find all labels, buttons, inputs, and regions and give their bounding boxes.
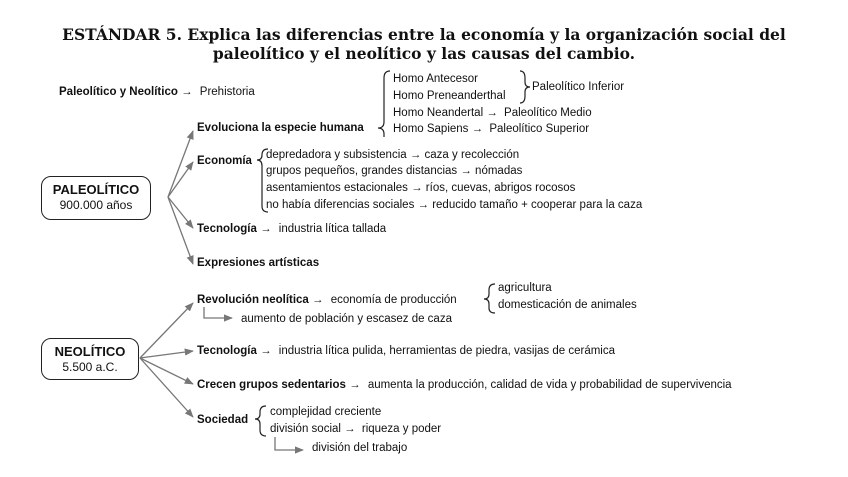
- revolucion-row: [197, 293, 457, 307]
- arrow-neo-sedentarios: [140, 358, 193, 384]
- paleo-tecnologia-row: [197, 222, 386, 236]
- homo-sapiens-row: [393, 122, 589, 136]
- paleo-tecnologia-value: industria lítica tallada: [278, 223, 387, 235]
- neandertal-arrow: →: [486, 107, 498, 119]
- sociedad-label: Sociedad: [197, 414, 249, 426]
- sociedad-item-2-row: [270, 422, 441, 436]
- prehistoria-label: Paleolítico y Neolítico: [59, 86, 178, 98]
- paleolitico-date: 900.000 años: [59, 198, 133, 212]
- sedentarios-arrow: →: [349, 379, 361, 391]
- homo-neandertal-row: [393, 106, 592, 120]
- neo-tecnologia-arrow: →: [260, 345, 272, 357]
- homo-preneanderthal: Homo Preneanderthal: [393, 90, 506, 102]
- revolucion-item-1: agricultura: [498, 282, 552, 294]
- homo-neandertal: Homo Neandertal: [393, 107, 484, 119]
- economia-item-2: grupos pequeños, grandes distancias → nómadas: [266, 165, 523, 177]
- sociedad-riqueza: riqueza y poder: [361, 423, 442, 435]
- expresiones-label: Expresiones artísticas: [197, 257, 320, 269]
- paleo-tecnologia-label: Tecnología: [197, 223, 257, 235]
- arrow-paleo-expresiones: [168, 197, 193, 264]
- title-line-2: paleolítico y el neolítico y las causas del cambio.: [212, 44, 636, 63]
- neolitico-date: 5.500 a.C.: [62, 360, 118, 374]
- brace-especie: [378, 71, 390, 137]
- brace-inferior: [520, 71, 530, 103]
- elbow-arrow-poblacion: [204, 307, 232, 318]
- revolucion-label: Revolución neolítica: [197, 294, 309, 306]
- arrow-neo-tecnologia: [140, 351, 193, 358]
- sociedad-item-1: complejidad creciente: [270, 406, 382, 418]
- economia-label: Economía: [197, 155, 252, 167]
- brace-revolucion: [484, 284, 495, 313]
- prehistoria-arrow: →: [181, 86, 193, 98]
- brace-sociedad: [255, 406, 266, 436]
- paleolitico-medio: Paleolítico Medio: [504, 107, 592, 119]
- economia-item-1: depredadora y subsistencia → caza y recolección: [266, 149, 520, 161]
- sociedad-item-2: división social: [270, 423, 341, 435]
- paleolitico-superior: Paleolítico Superior: [489, 123, 590, 135]
- revolucion-arrow: →: [312, 294, 324, 306]
- homo-sapiens: Homo Sapiens: [393, 123, 469, 135]
- arrow-neo-sociedad: [140, 358, 193, 417]
- neolitico-box: [41, 338, 139, 380]
- especie-label: Evoluciona la especie humana: [197, 122, 364, 134]
- paleolitico-name: PALEOLÍTICO: [52, 182, 140, 197]
- neo-tecnologia-row: [197, 344, 615, 358]
- prehistoria-row: [59, 85, 255, 99]
- paleolitico-inferior: Paleolítico Inferior: [532, 81, 625, 93]
- economia-item-3: asentamientos estacionales → ríos, cuevas, abrigos rocosos: [266, 182, 576, 194]
- paleolitico-box: [41, 176, 151, 220]
- neo-tecnologia-value: industria lítica pulida, herramientas de piedra, vasijas de cerámica: [278, 345, 615, 357]
- arrow-paleo-especie: [168, 131, 193, 197]
- arrow-paleo-tecnologia: [168, 197, 193, 228]
- sedentarios-value: aumenta la producción, calidad de vida y probabilidad de supervivencia: [367, 379, 732, 391]
- arrow-paleo-economia: [168, 162, 193, 197]
- sedentarios-row: [197, 378, 732, 392]
- homo-antecesor: Homo Antecesor: [393, 73, 479, 85]
- revolucion-consecuencia: aumento de población y escasez de caza: [241, 313, 452, 325]
- sociedad-arrow: →: [344, 423, 356, 435]
- sedentarios-label: Crecen grupos sedentarios: [197, 379, 346, 391]
- sociedad-division: división del trabajo: [312, 442, 408, 454]
- revolucion-value: economía de producción: [330, 294, 457, 306]
- neolitico-name: NEOLÍTICO: [54, 344, 126, 359]
- prehistoria-value: Prehistoria: [199, 86, 255, 98]
- economia-item-4: no había diferencias sociales → reducido tamaño + cooperar para la caza: [266, 199, 643, 211]
- elbow-arrow-division: [275, 437, 303, 450]
- arrow-neo-revolucion: [140, 303, 193, 358]
- paleo-tecnologia-arrow: →: [260, 223, 272, 235]
- neo-tecnologia-label: Tecnología: [197, 345, 257, 357]
- revolucion-item-2: domesticación de animales: [498, 299, 637, 311]
- sapiens-arrow: →: [471, 123, 484, 135]
- title-line-1: ESTÁNDAR 5. Explica las diferencias entre la economía y la organización social del: [62, 25, 786, 44]
